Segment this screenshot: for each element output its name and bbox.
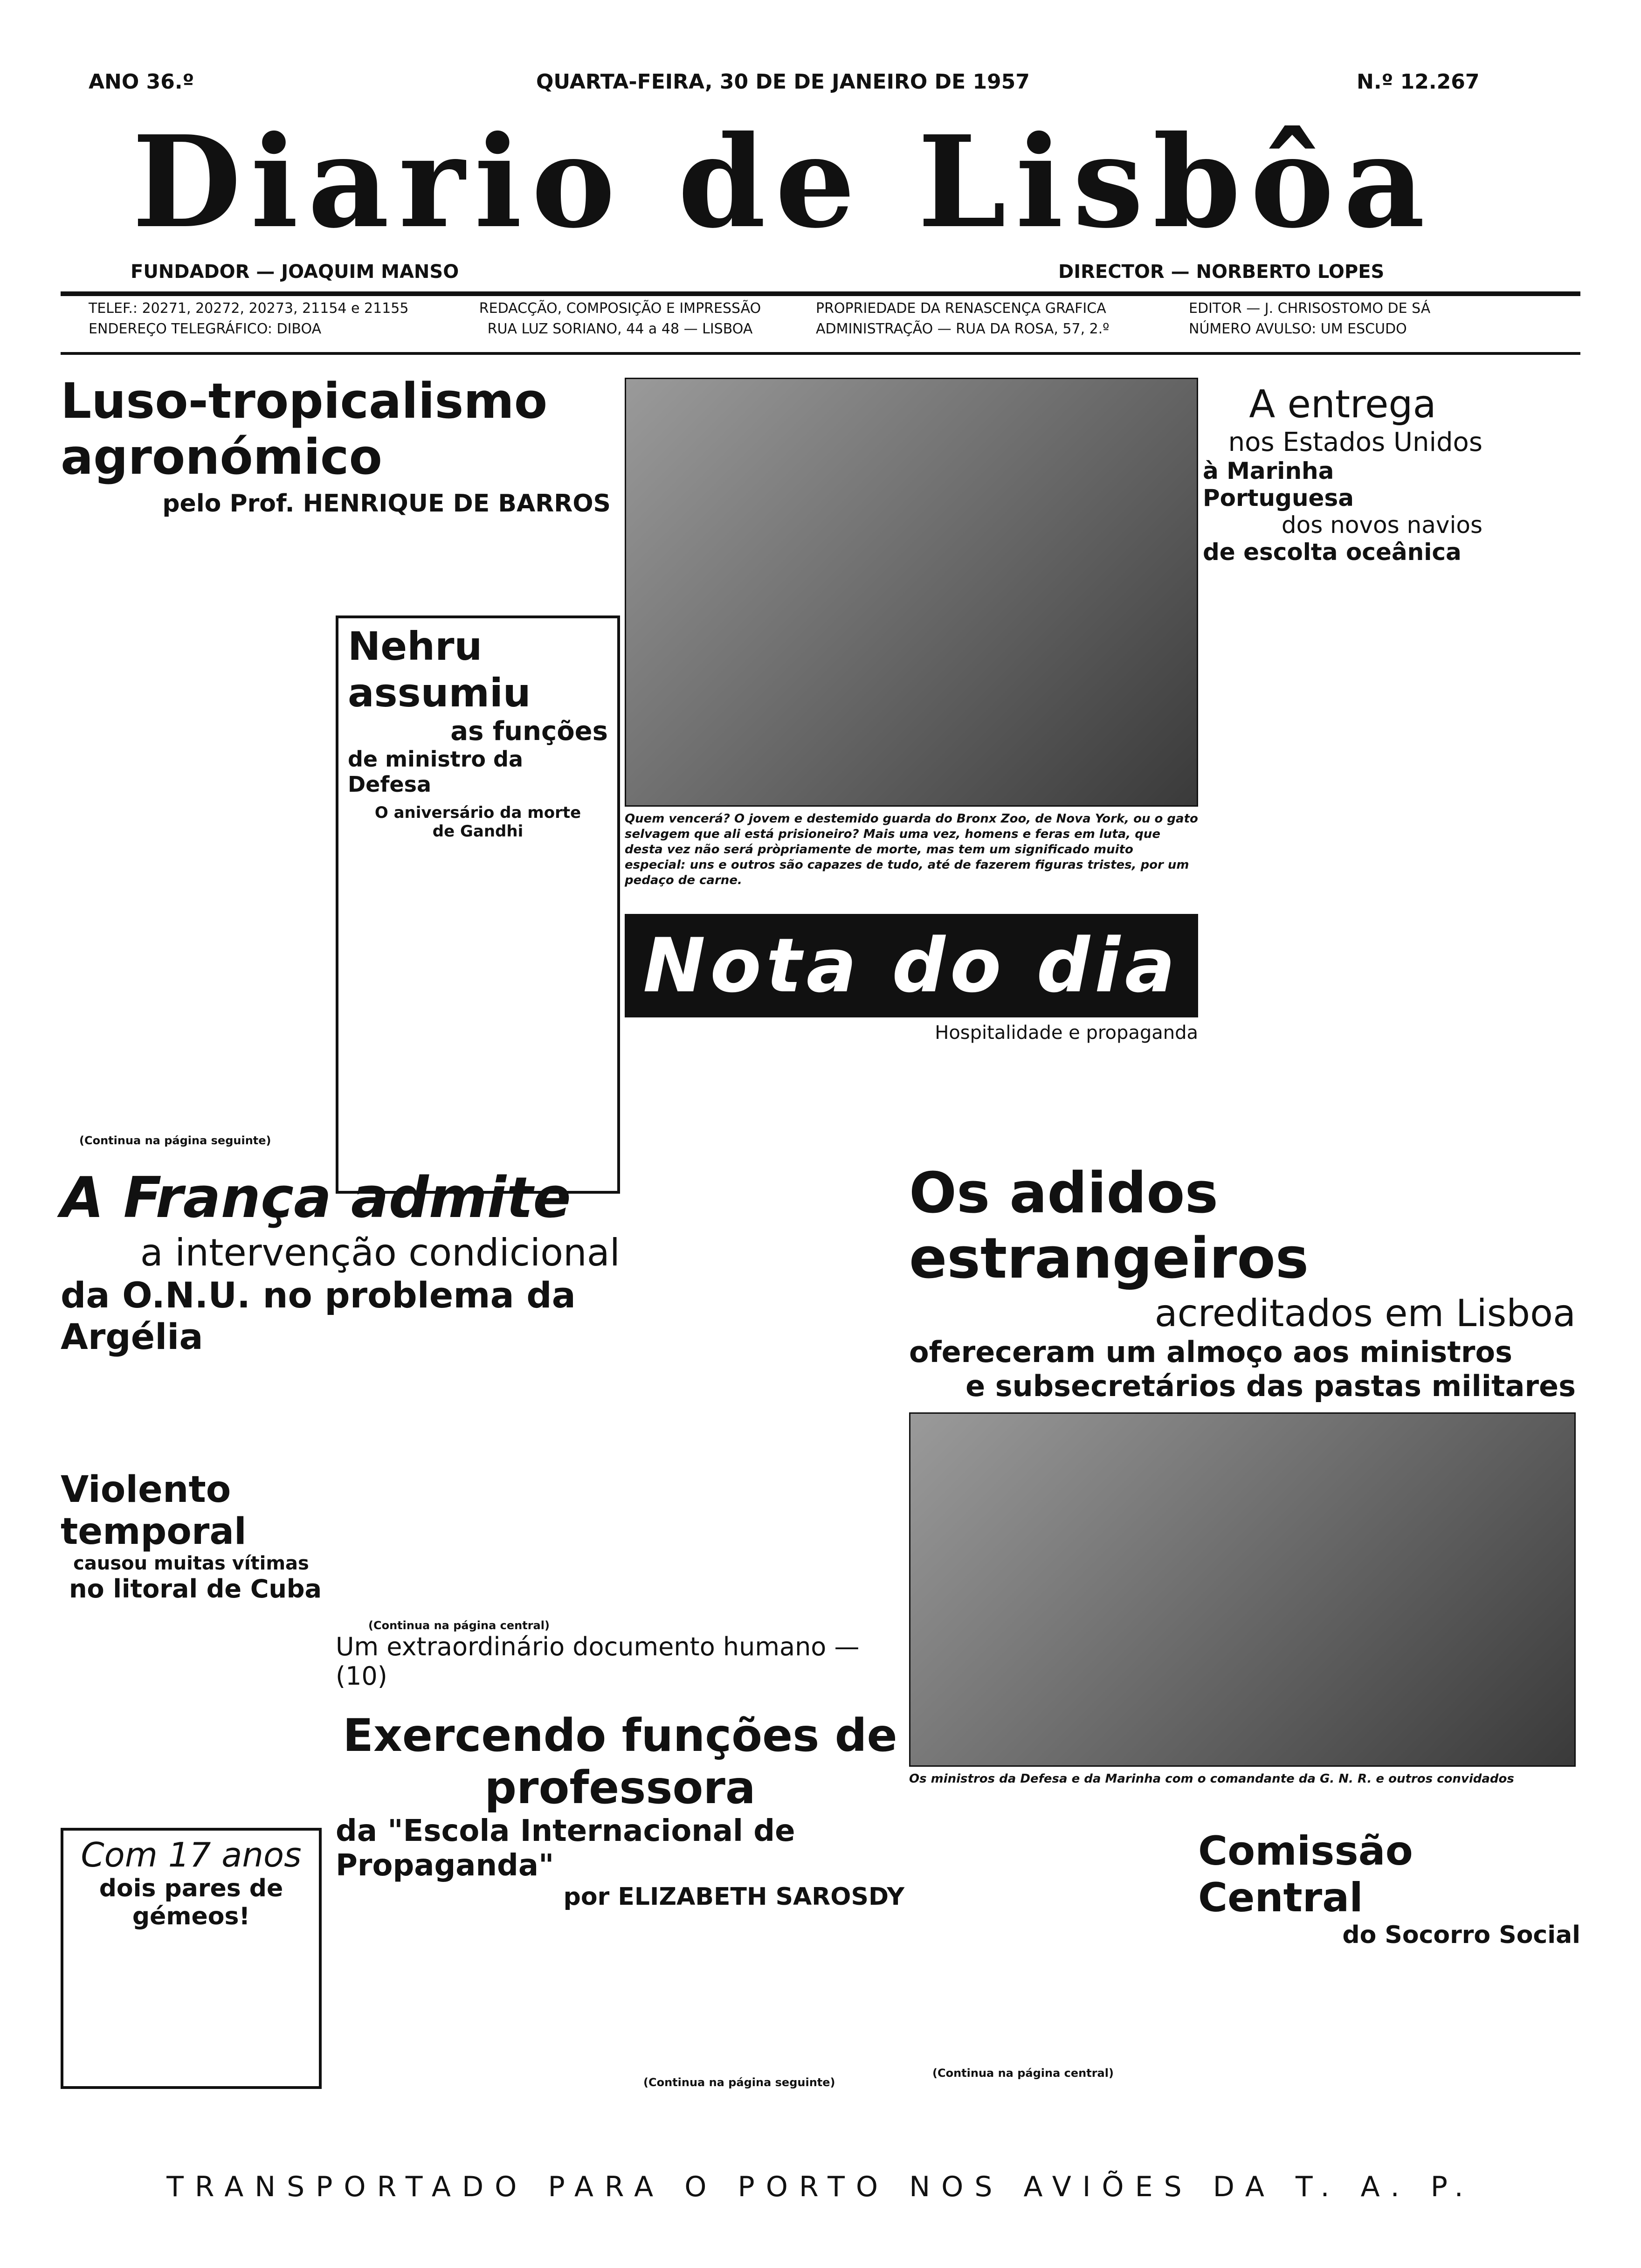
article-subtitle: Hospitalidade e propaganda bbox=[935, 1022, 1198, 1044]
article-gemeos bbox=[61, 1828, 322, 2089]
article-title: dos novos navios bbox=[1281, 512, 1482, 539]
article-professora bbox=[336, 1632, 904, 2089]
article-title: Exercendo funções de professora bbox=[343, 1709, 897, 1814]
photo-caption: Os ministros da Defesa e da Marinha com o comandante da G. N. R. e outros convidados bbox=[909, 1772, 1514, 1786]
photo-caption: Quem vencerá? O jovem e destemido guarda do Bronx Zoo, de Nova York, ou o gato selvagem que ali está prisioneiro? Mais uma vez, homens e feras em luta, que desta vez não será pròpriamente de morte, mas tem um significado muito especial: uns e outros são capazes de tudo, até de fazerem figuras tristes, por um pedaço de carne. bbox=[625, 812, 1198, 887]
article-kicker: Um extraordinário documento humano — (10) bbox=[336, 1632, 860, 1691]
article-title: Luso-tropicalismo agronómico bbox=[61, 373, 548, 485]
continue-note: (Continua na página central) bbox=[368, 1619, 550, 1632]
masthead-title: Diario de Lisbôa bbox=[132, 108, 1434, 256]
price-label: NÚMERO AVULSO: UM ESCUDO bbox=[1189, 321, 1407, 337]
founders-line bbox=[89, 261, 1496, 289]
article-title: A entrega bbox=[1249, 382, 1436, 427]
info-rule bbox=[61, 352, 1580, 355]
director-label: DIRECTOR — NORBERTO LOPES bbox=[1058, 261, 1385, 283]
article-title: ofereceram um almoço aos ministros bbox=[909, 1335, 1512, 1369]
article-adidos bbox=[909, 1161, 1576, 1814]
article-title: à Marinha Portuguesa bbox=[1203, 457, 1354, 512]
editor-label: EDITOR — J. CHRISOSTOMO DE SÁ bbox=[1189, 300, 1431, 317]
issue-number: N.º 12.267 bbox=[1357, 70, 1480, 94]
continue-note: (Continua na página central) bbox=[932, 2067, 1114, 2080]
nota-banner: Nota do dia bbox=[625, 914, 1198, 1017]
article-title: A França admite bbox=[61, 1166, 571, 1231]
article-title: nos Estados Unidos bbox=[1228, 427, 1482, 457]
article-title: Comissão Central bbox=[1198, 1828, 1413, 1921]
masthead-rule bbox=[61, 291, 1580, 296]
footer-line: TRANSPORTADO PARA O PORTO NOS AVIÕES DA T. A. P. bbox=[166, 2171, 1475, 2203]
property-label-1: PROPRIEDADE DA RENASCENÇA GRAFICA bbox=[816, 300, 1106, 317]
article-title: Nehru assumiu bbox=[348, 623, 531, 716]
article-title: Violento temporal bbox=[61, 1469, 247, 1553]
article-comissao bbox=[1198, 1828, 1580, 2089]
article-subtitle: as funções bbox=[450, 716, 608, 747]
article-subtitle: de ministro da Defesa bbox=[348, 747, 523, 797]
continue-note: (Continua na página seguinte) bbox=[79, 1134, 271, 1147]
telegraph-label: ENDEREÇO TELEGRÁFICO: DIBOA bbox=[89, 321, 322, 337]
article-byline: por ELIZABETH SAROSDY bbox=[563, 1883, 904, 1911]
phones-label: TELEF.: 20271, 20272, 20273, 21154 e 21155 bbox=[89, 300, 409, 317]
top-line bbox=[89, 70, 1496, 103]
photo-leopard-block bbox=[625, 378, 1198, 905]
article-byline: pelo Prof. HENRIQUE DE BARROS bbox=[162, 490, 611, 518]
redaction-label-1: REDACÇÃO, COMPOSIÇÃO E IMPRESSÃO bbox=[479, 300, 761, 317]
article-title: dois pares de gémeos! bbox=[99, 1874, 283, 1930]
article-subtitle: causou muitas vítimas bbox=[73, 1553, 309, 1574]
article-title: de escolta oceânica bbox=[1203, 539, 1462, 566]
article-entrega bbox=[1203, 382, 1482, 1147]
date-label: QUARTA-FEIRA, 30 DE DE JANEIRO DE 1957 bbox=[536, 70, 1030, 94]
year-label: ANO 36.º bbox=[89, 70, 194, 94]
article-title: Com 17 anos bbox=[81, 1835, 302, 1874]
sub-heading: O aniversário da morte bbox=[374, 803, 581, 822]
photo-adidos bbox=[909, 1412, 1576, 1767]
photo-leopard bbox=[625, 378, 1198, 807]
founder-label: FUNDADOR — JOAQUIM MANSO bbox=[131, 261, 459, 283]
redaction-label-2: RUA LUZ SORIANO, 44 a 48 — LISBOA bbox=[487, 321, 753, 337]
article-title: acreditados em Lisboa bbox=[1154, 1292, 1576, 1335]
article-subtitle: no litoral de Cuba bbox=[69, 1574, 322, 1604]
info-bar bbox=[89, 298, 1496, 345]
article-title: da O.N.U. no problema da Argélia bbox=[61, 1274, 576, 1357]
continue-note: (Continua na página seguinte) bbox=[643, 2076, 835, 2089]
sub-heading: de Gandhi bbox=[432, 822, 524, 841]
article-adidos-body bbox=[914, 1819, 1193, 2080]
article-title: da "Escola Internacional de Propaganda" bbox=[336, 1814, 795, 1883]
property-label-2: ADMINISTRAÇÃO — RUA DA ROSA, 57, 2.º bbox=[816, 321, 1110, 337]
article-nehru bbox=[336, 615, 620, 1194]
article-title: e subsecretários das pastas militares bbox=[965, 1369, 1576, 1403]
article-title: do Socorro Social bbox=[1342, 1921, 1580, 1949]
article-temporal bbox=[61, 1469, 322, 1786]
article-title: Os adidos estrangeiros bbox=[909, 1161, 1309, 1291]
article-title: a intervenção condicional bbox=[140, 1231, 620, 1274]
